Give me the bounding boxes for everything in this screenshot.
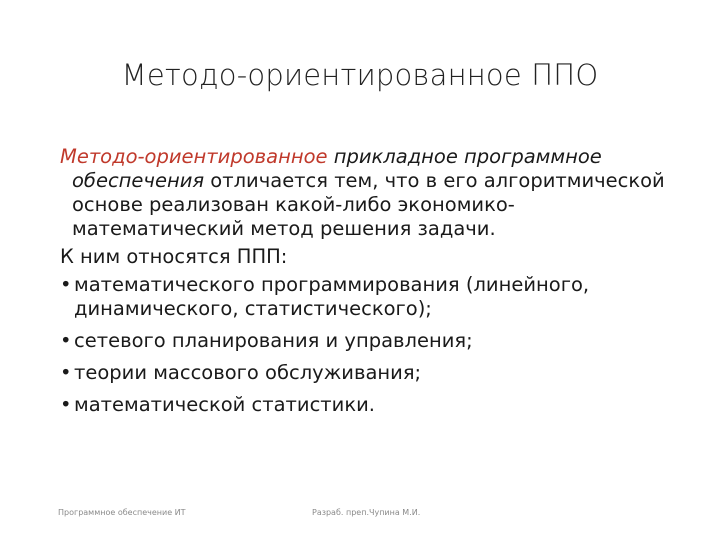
- bullet-icon: •: [60, 273, 72, 296]
- bullet-icon: •: [60, 361, 72, 384]
- definition-text: отличается тем, что в его алгоритмической основе реализован какой-либо экономико-математический метод решения задачи.: [72, 169, 665, 240]
- definition-term-rest: прикладное программное обеспечения: [72, 145, 602, 192]
- bullet-list: [60, 273, 670, 417]
- footer-course: Программное обеспечение ИТ: [58, 508, 186, 517]
- definition-paragraph: [60, 145, 670, 241]
- list-item: [60, 329, 670, 353]
- bullet-text: теории массового обслуживания;: [74, 361, 422, 384]
- bullet-text: математического программирования (линейного, динамического, статистического);: [74, 273, 590, 320]
- bullet-text: сетевого планирования и управления;: [74, 329, 473, 352]
- list-item: [60, 361, 670, 385]
- list-item: [60, 393, 670, 417]
- footer-author: Разраб. преп.Чупина М.И.: [312, 508, 421, 517]
- slide-title: Методо-ориентированное ППО: [121, 58, 599, 92]
- bullet-text: математической статистики.: [74, 393, 375, 416]
- bullet-icon: •: [60, 329, 72, 352]
- definition-term-accent: Методо-ориентированное: [60, 145, 328, 168]
- slide-body: [60, 145, 670, 425]
- intro-line: К ним относятся ППП:: [60, 245, 288, 268]
- list-item: [60, 273, 670, 321]
- bullet-icon: •: [60, 393, 72, 416]
